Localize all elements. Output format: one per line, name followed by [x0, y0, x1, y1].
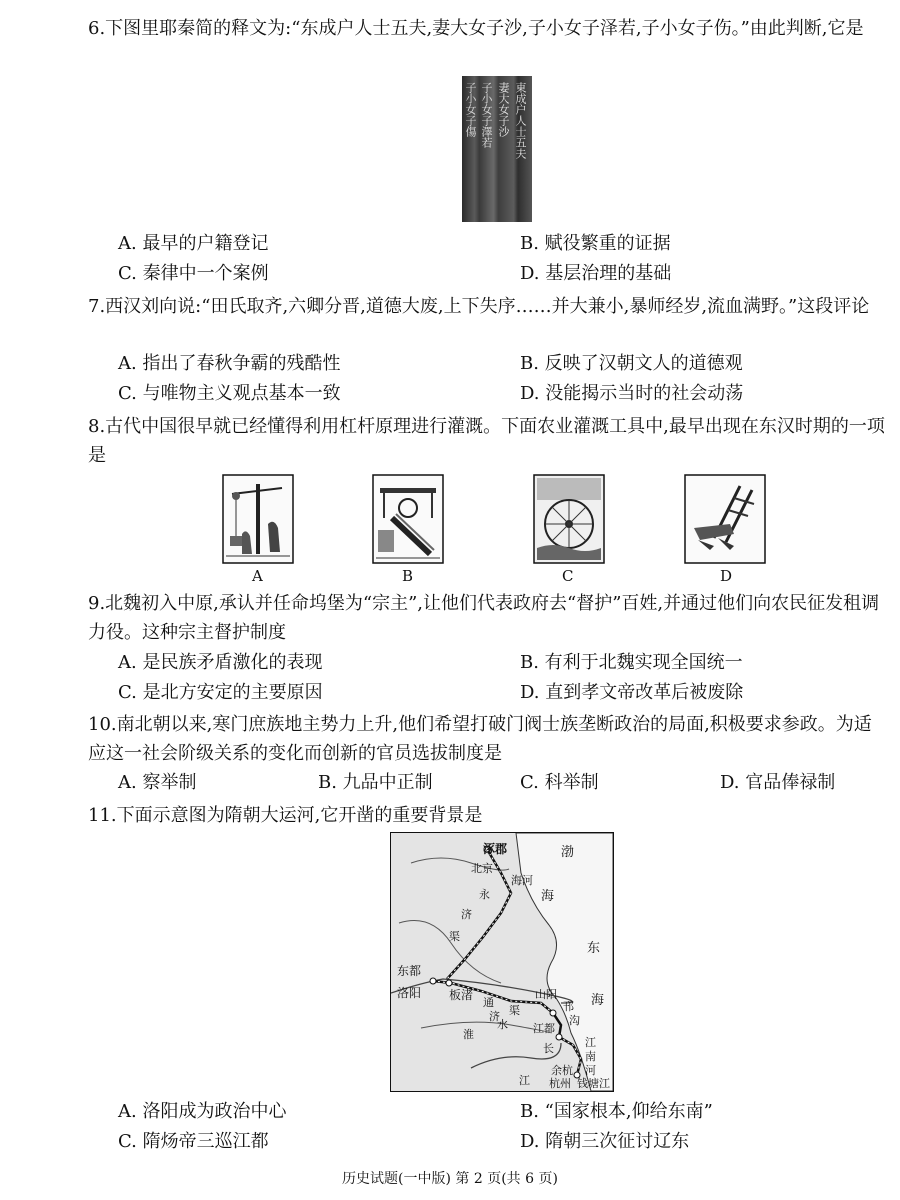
q7-option-b[interactable]: B. 反映了汉朝文人的道德观 — [520, 353, 743, 374]
map-label-beijing: 北京 — [471, 862, 493, 875]
tool-b-label: B — [402, 567, 414, 585]
q7-option-d[interactable]: D. 没能揭示当时的社会动荡 — [520, 383, 744, 404]
q6-option-c[interactable]: C. 秦律中一个案例 — [118, 263, 269, 284]
tool-c-water-wheel-image — [533, 474, 605, 564]
q7-option-a[interactable]: A. 指出了春秋争霸的残酷性 — [118, 353, 341, 374]
q9-option-b[interactable]: B. 有利于北魏实现全国统一 — [520, 652, 743, 673]
tool-a-label: A — [252, 567, 263, 585]
map-label-jiangnan-1: 江 — [585, 1036, 596, 1049]
q6-option-d[interactable]: D. 基层治理的基础 — [520, 263, 672, 284]
q11-option-d[interactable]: D. 隋朝三次征讨辽东 — [520, 1131, 690, 1152]
q10-option-d[interactable]: D. 官品俸禄制 — [720, 772, 836, 793]
q11-option-a[interactable]: A. 洛阳成为政治中心 — [118, 1101, 287, 1122]
map-label-zhuojun: 涿郡 — [483, 842, 508, 856]
q6-option-a[interactable]: A. 最早的户籍登记 — [118, 233, 269, 254]
question-9-stem: 9.北魏初入中原,承认并任命坞堡为“宗主”,让他们代表政府去“督护”百姓,并通过他们向农民征发租调力役。这种宗主督护制度 — [88, 593, 880, 643]
map-label-shui: 水 — [497, 1018, 508, 1031]
map-label-dongdu: 东都 — [397, 964, 422, 978]
q9-option-c[interactable]: C. 是北方安定的主要原因 — [118, 682, 323, 703]
q11-option-b[interactable]: B. “国家根本,仰给东南” — [520, 1101, 713, 1122]
question-7-stem: 7.西汉刘向说:“田氏取齐,六卿分晋,道德大废,上下失序……并大兼小,暴师经岁,流血满野。”这段评论 — [88, 296, 870, 317]
q10-option-c[interactable]: C. 科举制 — [520, 772, 599, 793]
q11-option-c[interactable]: C. 隋炀帝三巡江都 — [118, 1131, 269, 1152]
map-drawing — [391, 833, 613, 1091]
qin-bamboo-slip-image — [462, 76, 532, 222]
map-label-huai: 淮 — [463, 1028, 474, 1041]
slip-column-1: 東成户人士五夫 — [514, 82, 527, 159]
map-label-ji2: 济 — [489, 1010, 500, 1023]
map-label-hangzhou: 杭州 — [549, 1077, 571, 1090]
question-6-stem: 6.下图里耶秦简的释文为:“东成户人士五夫,妻大女子沙,子小女子泽若,子小女子伤。”由此判断,它是 — [88, 18, 864, 39]
map-label-han: 邗 — [563, 1000, 574, 1013]
tool-a-well-sweep-image — [222, 474, 294, 564]
slip-column-3: 子小女子澤若 — [480, 82, 493, 148]
map-label-jiang: 江 — [519, 1074, 530, 1087]
tool-c-label: C — [562, 567, 574, 585]
map-label-hai1: 海 — [541, 889, 555, 904]
q10-option-b[interactable]: B. 九品中正制 — [318, 772, 433, 793]
map-label-jiangdu: 江都 — [533, 1022, 555, 1035]
q6-option-b[interactable]: B. 赋役繁重的证据 — [520, 233, 671, 254]
map-label-qu: 渠 — [449, 930, 460, 943]
map-label-yong: 永 — [479, 888, 490, 901]
tool-b-chain-pump-image — [372, 474, 444, 564]
q7-option-c[interactable]: C. 与唯物主义观点基本一致 — [118, 383, 341, 404]
question-8-stem: 8.古代中国很早就已经懂得利用杠杆原理进行灌溉。下面农业灌溉工具中,最早出现在东汉时期的一项是 — [88, 416, 885, 466]
map-label-ji: 济 — [461, 908, 472, 921]
map-label-hai2: 海 — [591, 993, 605, 1008]
slip-column-4: 子小女子傷 — [464, 82, 477, 137]
map-label-yuhang: 余杭 — [551, 1064, 573, 1077]
map-label-jiangnan-3: 河 — [585, 1064, 596, 1077]
map-label-chang: 长 — [543, 1042, 554, 1055]
map-label-tong: 通 — [483, 996, 494, 1009]
sui-grand-canal-map — [390, 832, 614, 1092]
map-label-banzhu: 板渚 — [449, 988, 474, 1002]
map-label-luoyang: 洛阳 — [397, 986, 422, 1000]
map-label-shanyang: 山阳 — [535, 988, 557, 1001]
q9-option-d[interactable]: D. 直到孝文帝改革后被废除 — [520, 682, 744, 703]
tool-d-label: D — [720, 567, 733, 585]
map-label-qiantang: 钱塘江 — [577, 1077, 610, 1090]
map-label-dong: 东 — [587, 941, 601, 956]
q9-option-a[interactable]: A. 是民族矛盾激化的表现 — [118, 652, 323, 673]
question-10-stem: 10.南北朝以来,寒门庶族地主势力上升,他们希望打破门阀士族垄断政治的局面,积极要求参政。为适应这一社会阶级关系的变化而创新的官员选拔制度是 — [88, 714, 872, 764]
q10-option-a[interactable]: A. 察举制 — [118, 772, 197, 793]
page-footer: 历史试题(一中版) 第 2 页(共 6 页) — [342, 1171, 558, 1187]
map-label-qu2: 渠 — [509, 1004, 520, 1017]
map-label-haihe: 海河 — [511, 874, 533, 887]
question-11-stem: 11.下面示意图为隋朝大运河,它开凿的重要背景是 — [88, 805, 483, 826]
slip-column-2: 妻大女子沙 — [497, 82, 510, 137]
map-label-jiangnan-2: 南 — [585, 1050, 596, 1063]
tool-d-implement-image — [684, 474, 766, 564]
map-label-bo: 渤 — [561, 845, 575, 860]
map-label-gou: 沟 — [569, 1014, 580, 1027]
